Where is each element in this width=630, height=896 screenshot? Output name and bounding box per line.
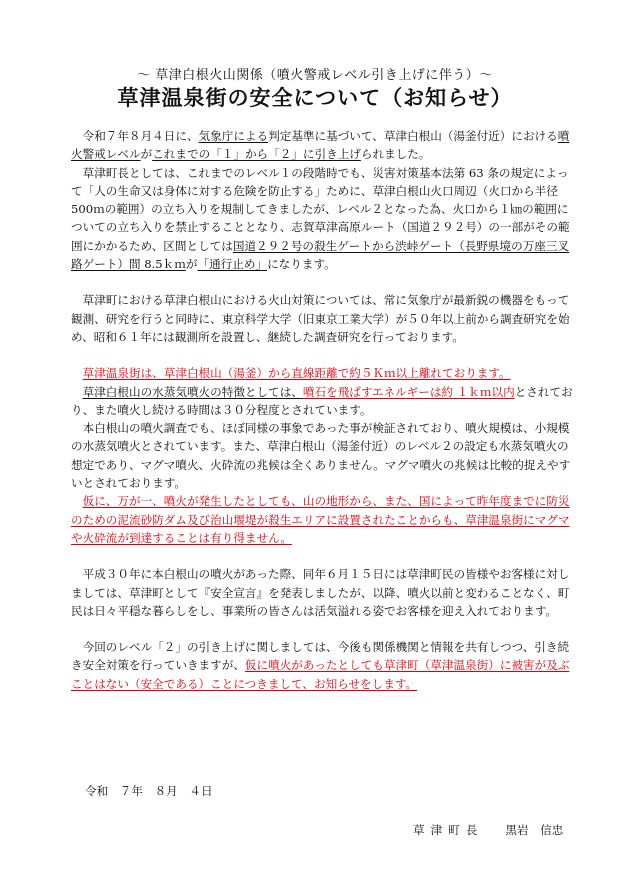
underlined-text: これまでの「１」から「２」に引き上げ [152, 147, 361, 162]
document-title: 草津温泉街の安全について（お知らせ） [117, 85, 513, 110]
paragraph-restriction [71, 164, 576, 274]
paragraph-investigation: 本白根山の噴火調査でも、ほぼ同様の事象であった事が検証されており、噴火規模は、小規模の水蒸気噴火とされています。また、草津白根山（湯釜付近）のレベル２の設定も水蒸気噴火の想定であり、マグマ噴火、火砕流の兆候は全くありません。マグマ噴火の兆候は比較的捉えやすいとされております。 [71, 421, 571, 491]
emphasis-text: 仮に噴火があったとしても草津町（草津温泉街）に被害が及ぶことはない（安全である）ことにつきまして、お知らせをします。 [71, 658, 570, 691]
underlined-text: 「通行止め」 [197, 257, 268, 272]
document-body [71, 127, 576, 693]
text-span: 令和７年８月４日に、 [82, 129, 199, 143]
underlined-text: 国道２９２号の殺生ゲートから渋峠ゲート（長野県境の万座三叉路ゲート）間 8.5ｋｍ [71, 238, 570, 272]
paragraph-conclusion [71, 638, 576, 693]
paragraph-monitoring: 草津町における草津白根山における火山対策については、常に気象庁が最新鋭の機器をもって観測、研究を行うと同時に、東京科学大学（旧東京工業大学）が５０年以上前から調査研究を始め、昭和６１年には観測所を設置し、継続した調査研究を行っております。 [71, 293, 570, 344]
text-span: が [140, 147, 153, 162]
text-span: が [185, 257, 198, 272]
paragraph-eruption-features [71, 383, 576, 420]
text-span: になります。 [267, 257, 336, 272]
signature-block [413, 822, 563, 838]
issue-date: 令和 ７年 ８月 ４日 [85, 784, 213, 798]
underlined-text: 草津白根山の水蒸気噴火の特徴としては、 [82, 384, 303, 399]
signer-name: 黒岩 信忠 [505, 823, 564, 837]
text-span: 判定基準に基づいて、草津白根山（湯釜付近）における [268, 129, 558, 143]
underlined-text: 噴火警戒レベル [71, 129, 570, 162]
paragraph-history: 平成３０年に本白根山の噴火があった際、同年６月１５日には草津町民の皆様やお客様に対しましては、草津町として『安全宣言』を発表しましたが、以降、噴火以前と変わることなく、町民は日々平穏な暮らしをし、事業所の皆さんは活気溢れる姿でお客様を迎え入れております。 [71, 567, 570, 618]
text-span: られました。 [360, 147, 431, 162]
document-subtitle: ～ 草津白根火山関係（噴火警戒レベル引き上げに伴う）～ [137, 68, 493, 83]
signer-position: 草津町長 [413, 823, 484, 837]
emphasis-text: 仮に、万が一、噴火が発生したとしても、山の地形から、また、国によって昨年度までに防災のための泥流砂防ダム及び治山堰堤が殺生エリアに設置されたことからも、草津温泉街にマグマや火砕流が到達することは有り得ません。 [71, 494, 570, 545]
text-span: とされており、また噴火し続ける時間は３０分程度とされています。 [71, 384, 573, 417]
emphasis-text: 噴石を飛ばすエネルギーは約 １ｋｍ以内 [302, 384, 515, 399]
paragraph-distance [71, 364, 576, 382]
emphasis-text: 草津温泉街は、草津白根山（湯釜）から直線距離で約５Ｋｍ以上離れております。 [82, 366, 511, 381]
underlined-text: 気象庁による [198, 129, 269, 143]
paragraph-safety [71, 492, 576, 547]
text-span: 草津町長としては、これまでのレベル１の段階時でも、災害対策基本法第 63 条の規定によって「人の生命又は身体に対する危険を防止する」ために、草津白根山火口周辺（火口から半径 500ｍの範囲）の立ち入りを規制してきましたが、レベル２となった為、火口から１㎞の範囲についての立ち入りを禁止することとなり、志賀草津高原ルート（国道２９２号）の一部がその範囲にかかるため、区間としては [71, 165, 570, 253]
text-span: 今回のレベル「２」の引き上げに関しましては、今後も関係機関と情報を共有しつつ、引き続き安全対策を行っていきますが、 [71, 640, 570, 673]
paragraph-announcement [71, 127, 576, 164]
